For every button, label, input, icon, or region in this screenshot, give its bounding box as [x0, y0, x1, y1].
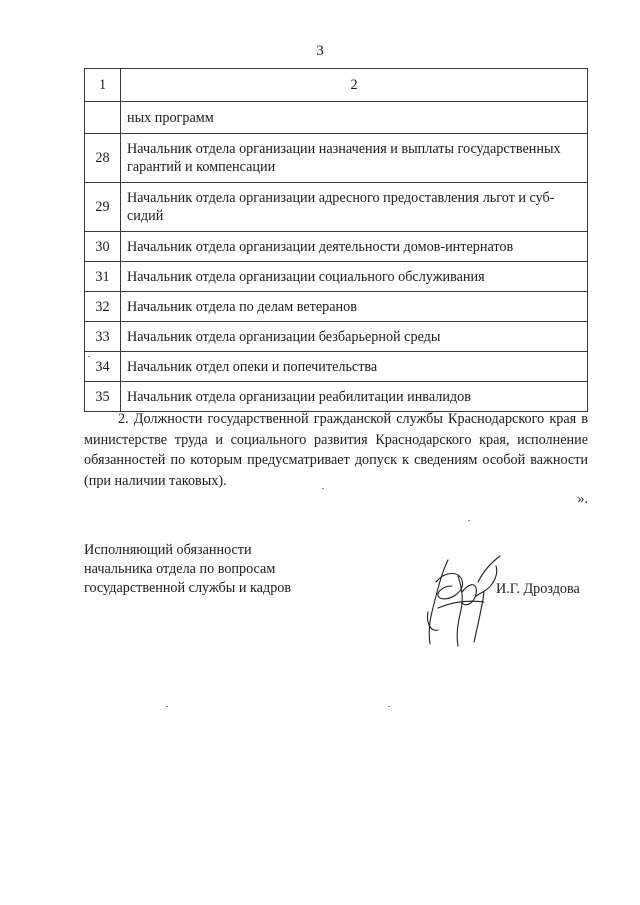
row-position: Начальник отдел опеки и попечительства — [121, 352, 588, 382]
table-row — [85, 352, 588, 382]
row-number: 32 — [85, 292, 121, 322]
row-position — [121, 134, 588, 183]
row-position: ных программ — [121, 102, 588, 134]
scan-speck — [166, 706, 168, 707]
scan-speck — [388, 706, 390, 707]
table-row — [85, 382, 588, 412]
row-number: 33 — [85, 322, 121, 352]
row-position: Начальник отдела организации социального обслуживания — [121, 262, 588, 292]
row-number: 29 — [85, 183, 121, 232]
row-position — [121, 183, 588, 232]
row-position-line: Начальник отдела организации адресного предоставления льгот и суб- — [127, 190, 555, 206]
scan-speck — [468, 520, 470, 521]
table-row — [85, 262, 588, 292]
row-position-line: гарантий и компенсации — [127, 159, 276, 175]
section-2-paragraph: 2. Должности государственной гражданской службы Краснодарского края в министерстве труда и социального развития Краснодарского края, исполнение обязанностей по которым предусматривает допуск к сведениям особой важности (при наличии таковых). — [84, 411, 588, 489]
row-number: 30 — [85, 232, 121, 262]
positions-table — [84, 68, 588, 412]
table-header-row — [85, 69, 588, 102]
table-row — [85, 134, 588, 183]
row-position: Начальник отдела организации безбарьерной среды — [121, 322, 588, 352]
row-position: Начальник отдела организации реабилитации инвалидов — [121, 382, 588, 412]
signer-title-line: начальника отдела по вопросам — [84, 561, 276, 577]
signer-title-line: Исполняющий обязанности — [84, 542, 252, 558]
table-row — [85, 183, 588, 232]
row-number: 35 — [85, 382, 121, 412]
row-position: Начальник отдела по делам ветеранов — [121, 292, 588, 322]
handwritten-signature — [418, 552, 510, 650]
row-number — [85, 102, 121, 134]
row-position-line: Начальник отдела организации назначения и выплаты государственных — [127, 141, 561, 157]
table-row — [85, 292, 588, 322]
row-number: 34 — [85, 352, 121, 382]
page-number: 3 — [316, 43, 324, 59]
table-row — [85, 322, 588, 352]
column-number-header: 1 — [85, 69, 121, 102]
signer-block — [84, 541, 344, 598]
closing-quote-mark: ». — [577, 491, 588, 507]
signer-title-line: государственной службы и кадров — [84, 580, 292, 596]
scan-speck — [322, 488, 324, 489]
row-position: Начальник отдела организации деятельности домов-интернатов — [121, 232, 588, 262]
row-number: 28 — [85, 134, 121, 183]
column-position-header: 2 — [121, 69, 588, 102]
table-row — [85, 102, 588, 134]
table-row — [85, 232, 588, 262]
scan-speck — [88, 356, 90, 357]
row-position-line: сидий — [127, 208, 164, 224]
signer-name: И.Г. Дроздова — [496, 581, 580, 597]
row-number: 31 — [85, 262, 121, 292]
